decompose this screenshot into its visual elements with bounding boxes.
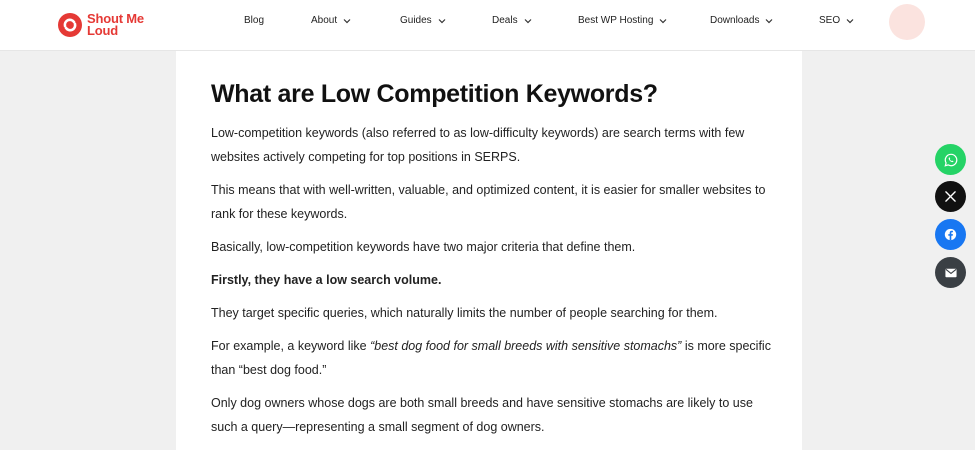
example-text-before: For example, a keyword like (211, 339, 371, 353)
avatar[interactable] (889, 4, 925, 40)
email-icon (945, 268, 957, 278)
chevron-down-icon (659, 18, 667, 24)
chevron-down-icon (438, 18, 446, 24)
nav-item-guides[interactable] (400, 15, 446, 26)
share-whatsapp-button[interactable] (935, 144, 966, 175)
chevron-down-icon (343, 18, 351, 24)
shoutmeloud-logo-icon (58, 13, 82, 37)
nav-item-seo[interactable] (819, 15, 854, 26)
nav-item-best-wp-hosting[interactable] (578, 15, 667, 26)
chevron-down-icon (846, 18, 854, 24)
nav-item-about[interactable] (311, 15, 351, 26)
logo-text-line2: Loud (87, 23, 118, 38)
share-facebook-button[interactable] (935, 219, 966, 250)
chevron-down-icon (765, 18, 773, 24)
article-content (176, 51, 802, 450)
paragraph-specific-queries: They target specific queries, which naturally limits the number of people searching for them. (211, 306, 718, 320)
paragraph-dog-owners: Only dog owners whose dogs are both small breeds and have sensitive stomachs are likely to use such a query—representing a small segment of dog owners. (211, 396, 753, 434)
logo-text (87, 13, 144, 37)
x-icon (945, 191, 956, 202)
example-text-after: is more specific than “best dog food.” (211, 339, 771, 377)
paragraph-criteria: Basically, low-competition keywords have two major criteria that define them. (211, 240, 636, 254)
nav-item-label: Guides (400, 15, 432, 26)
nav-item-blog[interactable] (244, 15, 264, 26)
example-keyword-quote: “best dog food for small breeds with sensitive stomachs” (370, 339, 682, 353)
nav-item-label: Deals (492, 15, 518, 26)
paragraph-first-criterion: Firstly, they have a low search volume. (211, 273, 442, 287)
nav-item-label: About (311, 15, 338, 26)
paragraph-example (211, 334, 771, 382)
paragraph-definition: Low-competition keywords (also referred to as low-difficulty keywords) are search terms with few websites actively competing for top positions in SERPS. (211, 126, 745, 164)
chevron-down-icon (524, 18, 532, 24)
article-heading: What are Low Competition Keywords? (211, 80, 658, 108)
site-header (0, 0, 975, 51)
logo-text-line1: Shout Me (87, 11, 144, 26)
nav-item-label: Blog (244, 15, 265, 26)
facebook-icon (944, 228, 957, 241)
article-body (211, 79, 771, 448)
paragraph-meaning: This means that with well-written, valuable, and optimized content, it is easier for smaller websites to rank for these keywords. (211, 183, 766, 221)
nav-item-label: SEO (819, 15, 841, 26)
whatsapp-icon (944, 153, 958, 167)
nav-item-deals[interactable] (492, 15, 532, 26)
site-logo[interactable] (58, 10, 144, 40)
nav-item-label: Downloads (710, 15, 760, 26)
nav-item-downloads[interactable] (710, 15, 773, 26)
share-x-button[interactable] (935, 181, 966, 212)
nav-item-label: Best WP Hosting (578, 15, 654, 26)
share-email-button[interactable] (935, 257, 966, 288)
